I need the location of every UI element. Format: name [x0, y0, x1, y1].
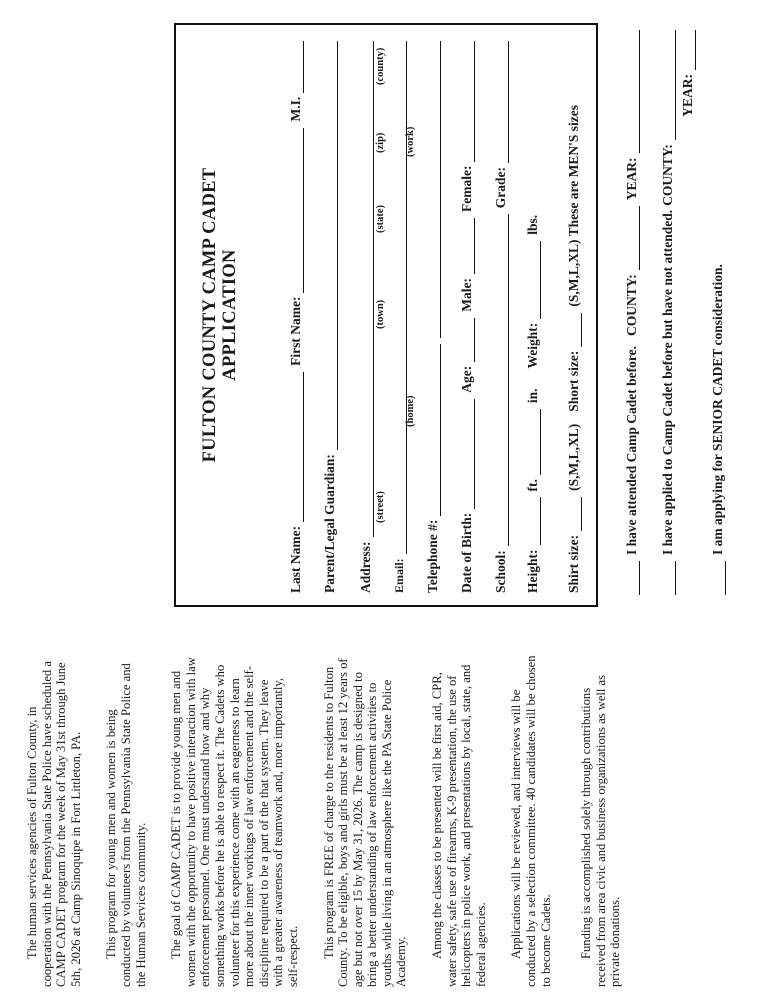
first-name-label: First Name: [288, 296, 303, 366]
home-phone-field[interactable] [426, 344, 441, 516]
name-row [282, 35, 304, 593]
height-weight-row [519, 35, 541, 593]
male-label: Male: [459, 278, 474, 312]
attended-label: I have attended Camp Cadet before. [624, 346, 639, 555]
street-caption: (street) [375, 491, 386, 523]
age-field[interactable] [460, 318, 475, 362]
intro-paragraph-2: This program for young men and women is being conducted by volunteers from the Pennsylvania State Police and the Human Services community. [104, 663, 148, 987]
guardian-field[interactable] [323, 41, 338, 450]
applied-label: I have applied to Camp Cadet before but have not attended. [660, 209, 675, 555]
work-caption: (work) [405, 126, 416, 157]
intro-paragraph-1: The human services agencies of Fulton County, in cooperation with the Pennsylvania State Police have scheduled a CAMP CADET program for the week of May 31st through June 5th, 2026 at Camp Sinoquipe in Fort Littleton, PA. [25, 661, 83, 987]
in-label: in. [525, 388, 540, 404]
senior-check-field[interactable] [711, 561, 726, 595]
applied-county-label: COUNTY: [660, 144, 675, 206]
address-row [352, 35, 374, 593]
town-caption: (town) [375, 299, 386, 329]
attended-county-label: COUNTY: [624, 274, 639, 336]
sizes-row [560, 35, 582, 593]
attended-check-field[interactable] [625, 561, 640, 595]
attended-year-field[interactable] [625, 30, 640, 153]
applied-row [654, 24, 676, 595]
applied-year-field[interactable] [681, 30, 696, 70]
shirt-size-field[interactable] [567, 497, 582, 531]
intro-paragraph-6: Applications will be reviewed, and interviews will be conducted by a selection committee. 40 candidates will be chosen to become Cadets. [509, 655, 553, 987]
attended-year-label: YEAR: [624, 157, 639, 201]
school-field[interactable] [494, 214, 509, 546]
telephone-row [419, 35, 441, 593]
weight-label: Weight: [525, 322, 540, 369]
senior-label: I am applying for SENIOR CADET consideration. [710, 264, 725, 555]
mi-field[interactable] [289, 41, 304, 93]
intro-paragraph-7: Funding is accomplished solely through contributions received from area civic and business organizations as well as private donations. [579, 674, 623, 987]
zip-caption: (zip) [375, 132, 386, 153]
state-caption: (state) [375, 205, 386, 233]
email-field[interactable] [392, 41, 407, 554]
shirt-size-label: Shirt size: [566, 534, 581, 593]
application-form [174, 23, 598, 607]
school-label: School: [493, 550, 508, 593]
work-phone-field[interactable] [426, 41, 441, 338]
email-label: Email: [392, 558, 406, 593]
attended-row [618, 24, 640, 595]
age-label: Age: [459, 365, 474, 393]
intro-paragraph-5: Among the classes to be presented will be first aid, CPR, water safety, safe use of firearms, K-9 presentation, the use of helicopters in police work, and presentations by local, state, and federal agencies. [430, 664, 488, 987]
address-field[interactable] [359, 41, 374, 537]
county-caption: (county) [375, 47, 386, 85]
weight-field[interactable] [526, 241, 541, 319]
attended-county-field[interactable] [625, 206, 640, 270]
form-title-line-1: FULTON COUNTY CAMP CADET [200, 167, 220, 463]
first-name-field[interactable] [289, 128, 304, 293]
height-ft-field[interactable] [526, 498, 541, 546]
guardian-label: Parent/Legal Guardian: [322, 454, 337, 593]
intro-text-column [25, 655, 644, 987]
telephone-label: Telephone #: [425, 519, 440, 593]
ft-label: ft. [525, 479, 540, 492]
shirt-sizes-caption: (S,M,L,XL) [566, 423, 581, 491]
grade-label: Grade: [493, 166, 508, 209]
intro-paragraph-4: This program is FREE of charge to the residents to Fulton County. To be eligible, boys and girls must be at least 12 years of age but not over 15 by May 31, 2026. The camp is designed to bring a better understanding of law enforcement activities to youths while living in an atmosphere like the PA State Police Academy. [321, 658, 409, 987]
lbs-label: lbs. [525, 214, 540, 235]
home-caption: (home) [405, 395, 416, 427]
applied-year-label: YEAR: [680, 74, 695, 117]
intro-paragraph-3: The goal of CAMP CADET is to provide young men and women with the opportunity to have positive interaction with law enforcement personnel. One must understand how and why something works before he is able to respect it. The Cadets who volunteer for this experience come with an eagerness to learn more about the inner workings of law enforcement and the self-discipline required to be a part of the that system. They leave with a greater awareness of teamwork and, more importantly, self-respect. [169, 657, 300, 987]
form-title-line-2: APPLICATION [220, 249, 240, 381]
applied-year-row [674, 24, 696, 595]
height-in-field[interactable] [526, 409, 541, 475]
short-size-field[interactable] [567, 313, 582, 347]
email-row [385, 35, 407, 593]
mi-label: M.I. [288, 96, 303, 122]
short-size-label: Short size: [566, 350, 581, 412]
dob-label: Date of Birth: [459, 512, 474, 593]
school-row [487, 35, 509, 593]
female-field[interactable] [460, 41, 475, 162]
short-sizes-caption: (S,M,L,XL) These are MEN'S sizes [566, 105, 581, 307]
female-label: Female: [459, 165, 474, 213]
height-label: Height: [525, 549, 540, 593]
senior-row [704, 24, 726, 595]
male-field[interactable] [460, 218, 475, 274]
last-name-field[interactable] [289, 372, 304, 522]
dob-row [453, 35, 475, 593]
guardian-row [316, 35, 338, 593]
grade-field[interactable] [494, 41, 509, 163]
address-label: Address: [358, 541, 373, 593]
form-title [200, 25, 240, 605]
last-name-label: Last Name: [288, 525, 303, 593]
dob-field[interactable] [460, 399, 475, 509]
